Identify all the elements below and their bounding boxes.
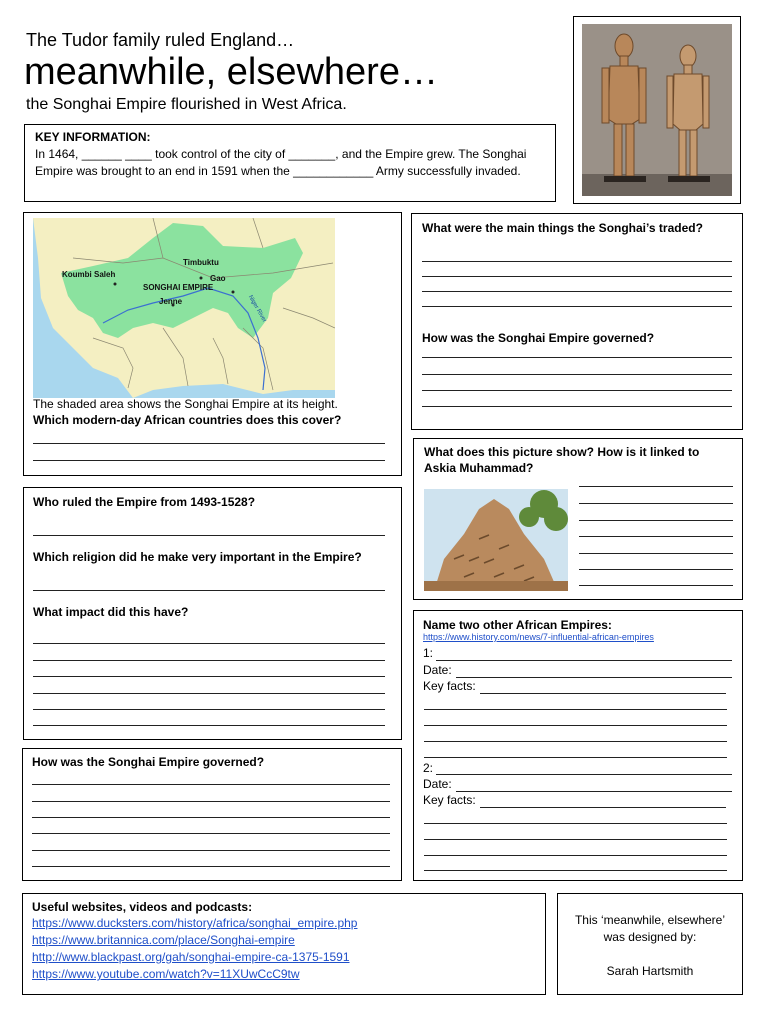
answer-line[interactable] (422, 390, 732, 391)
answer-line[interactable] (436, 660, 732, 661)
wooden-statues-image (582, 24, 732, 196)
answer-line[interactable] (424, 823, 727, 824)
map-label-koumbi-saleh: Koumbi Saleh (62, 270, 116, 279)
answer-line[interactable] (422, 291, 732, 292)
governed-question-right: How was the Songhai Empire governed? (422, 331, 655, 345)
answer-line[interactable] (480, 693, 726, 694)
websites-box (22, 893, 546, 995)
answer-line[interactable] (33, 535, 385, 536)
map-label-niger-river: Niger River (246, 294, 268, 324)
answer-line[interactable] (424, 870, 727, 871)
websites-heading: Useful websites, videos and podcasts: (32, 900, 253, 914)
header-line1: The Tudor family ruled England… (26, 30, 295, 50)
answer-line[interactable] (422, 261, 732, 262)
key-info-text: In 1464, ______ ____ took control of the city of _______, and the Empire grew. The Songhai Empire was brought to an end in 1591 when the ____________ Army successfully invaded. (35, 147, 527, 178)
answer-line[interactable] (424, 855, 727, 856)
map-label-gao: Gao (210, 274, 226, 283)
impact-question: What impact did this have? (33, 605, 189, 619)
answer-line[interactable] (32, 833, 390, 834)
website-link[interactable]: https://www.britannica.com/place/Songhai-empire (32, 933, 295, 947)
other-empires-link[interactable]: https://www.history.com/news/7-influential-african-empires (423, 632, 654, 642)
ruler-box (23, 487, 402, 740)
answer-line[interactable] (579, 569, 733, 570)
answer-line[interactable] (456, 677, 732, 678)
answer-line[interactable] (424, 741, 727, 742)
answer-line[interactable] (33, 443, 385, 444)
answer-line[interactable] (436, 774, 732, 775)
empire-1-date-label: Date: (423, 663, 452, 677)
empire-2-label: 2: (423, 761, 434, 775)
map-caption: The shaded area shows the Songhai Empire at its height. (33, 397, 338, 411)
tomb-of-askia-image (424, 489, 568, 591)
page-title: meanwhile, elsewhere… (24, 51, 438, 93)
picture-box (413, 438, 743, 600)
answer-line[interactable] (579, 520, 733, 521)
answer-line[interactable] (424, 839, 727, 840)
answer-line[interactable] (424, 757, 727, 758)
answer-line[interactable] (422, 374, 732, 375)
governed-box (22, 748, 402, 881)
empire-2-facts-label: Key facts: (423, 793, 476, 807)
website-link[interactable]: http://www.blackpast.org/gah/songhai-empire-ca-1375-1591 (32, 950, 350, 964)
answer-line[interactable] (33, 643, 385, 644)
map-label-timbuktu: Timbuktu (183, 258, 219, 267)
answer-line[interactable] (422, 306, 732, 307)
map-label-songhai-empire: SONGHAI EMPIRE (143, 283, 214, 292)
empire-1-label: 1: (423, 646, 434, 660)
credit-line1: This ‘meanwhile, elsewhere’ (574, 913, 726, 927)
answer-line[interactable] (579, 486, 733, 487)
answer-line[interactable] (33, 725, 385, 726)
trade-box (411, 213, 743, 430)
answer-line[interactable] (579, 585, 733, 586)
key-info-heading: KEY INFORMATION: (35, 130, 151, 144)
map-box (23, 212, 402, 476)
answer-line[interactable] (32, 850, 390, 851)
map-question: Which modern-day African countries does this cover? (33, 413, 342, 427)
designer-name: Sarah Hartsmith (606, 964, 694, 978)
other-empires-box (413, 610, 743, 881)
answer-line[interactable] (579, 536, 733, 537)
religion-question: Which religion did he make very important in the Empire? (33, 550, 362, 564)
answer-line[interactable] (33, 709, 385, 710)
empire-2-date-label: Date: (423, 777, 452, 791)
key-information-box (24, 124, 556, 202)
website-link[interactable]: https://www.ducksters.com/history/africa/songhai_empire.php (32, 916, 358, 930)
trade-question: What were the main things the Songhai’s traded? (422, 221, 703, 235)
answer-line[interactable] (579, 553, 733, 554)
answer-line[interactable] (422, 357, 732, 358)
answer-line[interactable] (32, 801, 390, 802)
answer-line[interactable] (424, 725, 727, 726)
answer-line[interactable] (579, 503, 733, 504)
answer-line[interactable] (32, 784, 390, 785)
ruler-question: Who ruled the Empire from 1493-1528? (33, 495, 256, 509)
picture-question: What does this picture show? How is it linked to Askia Muhammad? (424, 445, 700, 475)
answer-line[interactable] (456, 791, 732, 792)
answer-line[interactable] (32, 817, 390, 818)
answer-line[interactable] (33, 693, 385, 694)
answer-line[interactable] (33, 590, 385, 591)
answer-line[interactable] (33, 660, 385, 661)
answer-line[interactable] (33, 460, 385, 461)
header-subtitle: the Songhai Empire flourished in West Africa. (26, 96, 347, 113)
credit-line2: was designed by: (603, 930, 697, 944)
statues-photo-frame (573, 16, 741, 204)
website-link[interactable]: https://www.youtube.com/watch?v=11XUwCcC9tw (32, 967, 300, 981)
empire-1-facts-label: Key facts: (423, 679, 476, 693)
answer-line[interactable] (422, 406, 732, 407)
other-empires-heading: Name two other African Empires: (423, 618, 612, 632)
answer-line[interactable] (422, 276, 732, 277)
map-label-jenne: Jenne (159, 297, 183, 306)
governed-question: How was the Songhai Empire governed? (32, 755, 265, 769)
answer-line[interactable] (480, 807, 726, 808)
credit-box (557, 893, 743, 995)
answer-line[interactable] (32, 866, 390, 867)
answer-line[interactable] (424, 709, 727, 710)
answer-line[interactable] (33, 676, 385, 677)
songhai-map (33, 218, 335, 398)
